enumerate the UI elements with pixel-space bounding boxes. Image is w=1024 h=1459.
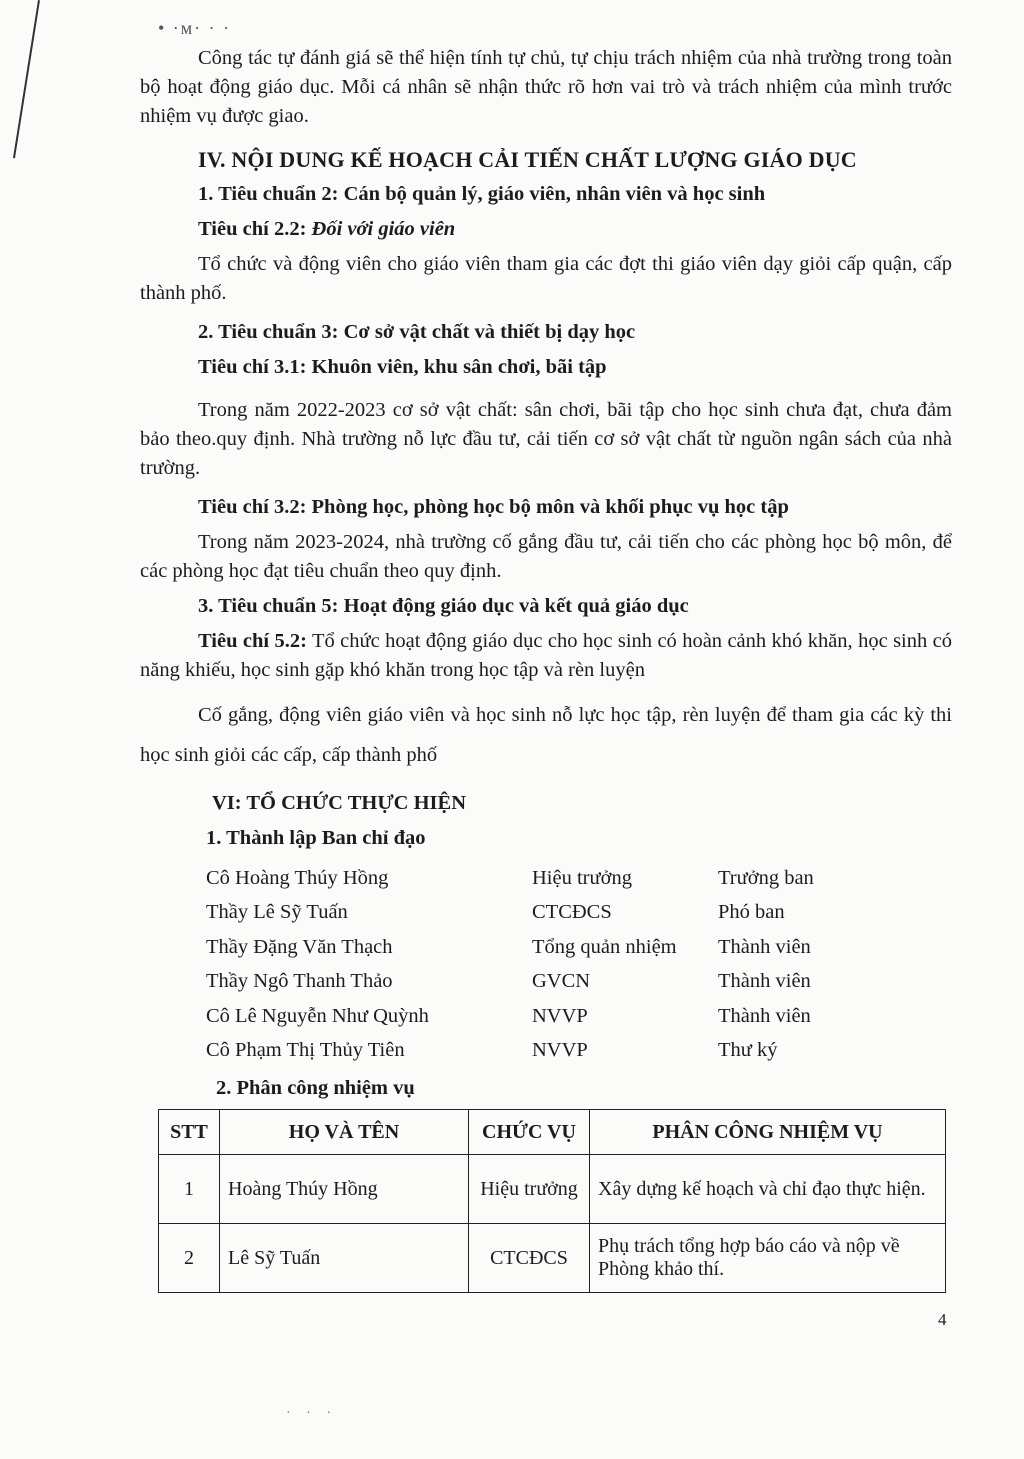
member-name: Thầy Đặng Văn Thạch bbox=[206, 935, 393, 958]
criterion-5-2-action: Cố gắng, động viên giáo viên và học sinh nỗ lực học tập, rèn luyện để tham gia các kỳ thi học sinh giỏi các cấp, cấp thành phố bbox=[140, 704, 952, 766]
criterion-3-2-title: Tiêu chí 3.2: Phòng học, phòng học bộ môn và khối phục vụ học tập bbox=[198, 496, 789, 518]
criterion-2-2-text: Tổ chức và động viên cho giáo viên tham gia các đợt thi giáo viên dạy giỏi cấp quận, cấp thành phố. bbox=[140, 253, 952, 304]
assignment-table bbox=[158, 1109, 946, 1293]
committee-member bbox=[206, 965, 952, 1000]
standard-5-title: 3. Tiêu chuẩn 5: Hoạt động giáo dục và kết quả giáo dục bbox=[198, 595, 689, 617]
table-row bbox=[159, 1155, 946, 1224]
committee-member bbox=[206, 861, 952, 896]
member-name: Cô Phạm Thị Thủy Tiên bbox=[206, 1039, 405, 1062]
cell-position: CTCĐCS bbox=[469, 1224, 590, 1293]
member-role: Thành viên bbox=[718, 935, 811, 958]
column-header-name: HỌ VÀ TÊN bbox=[220, 1110, 469, 1155]
member-position: CTCĐCS bbox=[532, 901, 612, 924]
criterion-2-2-heading bbox=[140, 215, 952, 244]
cell-name: Lê Sỹ Tuấn bbox=[220, 1224, 469, 1293]
member-role: Phó ban bbox=[718, 901, 785, 924]
cell-task: Xây dựng kế hoạch và chỉ đạo thực hiện. bbox=[590, 1155, 946, 1224]
criterion-2-2-title: Đối với giáo viên bbox=[311, 218, 456, 240]
standard-2-title: 1. Tiêu chuẩn 2: Cán bộ quản lý, giáo viên, nhân viên và học sinh bbox=[198, 183, 766, 205]
section-iv-title: IV. NỘI DUNG KẾ HOẠCH CẢI TIẾN CHẤT LƯỢNG GIÁO DỤC bbox=[198, 147, 857, 172]
member-position: GVCN bbox=[532, 970, 591, 993]
section-vi-title: VI: TỔ CHỨC THỰC HIỆN bbox=[212, 792, 466, 814]
criterion-3-2-text: Trong năm 2023-2024, nhà trường cố gắng đầu tư, cải tiến cho các phòng học bộ môn, để các phòng học đạt tiêu chuẩn theo quy định. bbox=[140, 531, 952, 582]
committee-member bbox=[206, 999, 952, 1034]
member-name: Cô Hoàng Thúy Hồng bbox=[206, 866, 389, 889]
cell-name: Hoàng Thúy Hồng bbox=[220, 1155, 469, 1224]
member-name: Cô Lê Nguyễn Như Quỳnh bbox=[206, 1004, 429, 1027]
intro-paragraph: Công tác tự đánh giá sẽ thể hiện tính tự chủ, tự chịu trách nhiệm của nhà trường trong toàn bộ hoạt động giáo dục. Mỗi cá nhân sẽ nhận thức rõ hơn vai trò và trách nhiệm của mình trước nhiệm vụ được giao. bbox=[140, 47, 952, 127]
column-header-task: PHÂN CÔNG NHIỆM VỤ bbox=[590, 1110, 946, 1155]
header-mark: • ·м· · · bbox=[158, 18, 232, 38]
committee-member bbox=[206, 896, 952, 931]
committee-heading: 1. Thành lập Ban chỉ đạo bbox=[206, 827, 426, 849]
member-role: Thư ký bbox=[718, 1039, 778, 1062]
assignment-heading: 2. Phân công nhiệm vụ bbox=[216, 1077, 415, 1099]
table-header-row bbox=[159, 1110, 946, 1155]
committee-member bbox=[206, 930, 952, 965]
member-position: NVVP bbox=[532, 1039, 588, 1062]
cell-position: Hiệu trưởng bbox=[469, 1155, 590, 1224]
column-header-position: CHỨC VỤ bbox=[469, 1110, 590, 1155]
page-number: 4 bbox=[938, 1310, 947, 1329]
cell-stt: 2 bbox=[159, 1224, 220, 1293]
criterion-5-2-text: Tổ chức hoạt động giáo dục cho học sinh có hoàn cảnh khó khăn, học sinh có năng khiếu, học sinh gặp khó khăn trong học tập và rèn luyện bbox=[140, 630, 952, 681]
member-position: Hiệu trưởng bbox=[532, 866, 632, 889]
member-role: Thành viên bbox=[718, 1004, 811, 1027]
standard-3-title: 2. Tiêu chuẩn 3: Cơ sở vật chất và thiết bị dạy học bbox=[198, 321, 636, 343]
table-row bbox=[159, 1224, 946, 1293]
committee-member bbox=[206, 1034, 952, 1069]
criterion-5-2-label: Tiêu chí 5.2: bbox=[198, 630, 307, 652]
criterion-5-2-paragraph bbox=[140, 627, 952, 685]
member-role: Thành viên bbox=[718, 970, 811, 993]
committee-list bbox=[140, 861, 952, 1068]
document-body bbox=[140, 44, 952, 1103]
member-name: Thầy Ngô Thanh Thảo bbox=[206, 970, 393, 993]
margin-pen-line bbox=[13, 0, 40, 158]
criterion-2-2-label: Tiêu chí 2.2: bbox=[198, 218, 307, 240]
footer-mark: · · · bbox=[286, 1406, 337, 1421]
cell-task: Phụ trách tổng hợp báo cáo và nộp về Phòng khảo thí. bbox=[590, 1224, 946, 1293]
member-name: Thầy Lê Sỹ Tuấn bbox=[206, 901, 348, 924]
criterion-3-1-title: Tiêu chí 3.1: Khuôn viên, khu sân chơi, bãi tập bbox=[198, 356, 607, 378]
criterion-3-1-text: Trong năm 2022-2023 cơ sở vật chất: sân chơi, bãi tập cho học sinh chưa đạt, chưa đảm bảo theo.quy định. Nhà trường nỗ lực đầu tư, cải tiến cơ sở vật chất từ nguồn ngân sách của nhà trường. bbox=[140, 399, 952, 479]
member-position: NVVP bbox=[532, 1004, 588, 1027]
member-role: Trưởng ban bbox=[718, 866, 814, 889]
column-header-stt: STT bbox=[159, 1110, 220, 1155]
cell-stt: 1 bbox=[159, 1155, 220, 1224]
member-position: Tổng quản nhiệm bbox=[532, 935, 677, 958]
